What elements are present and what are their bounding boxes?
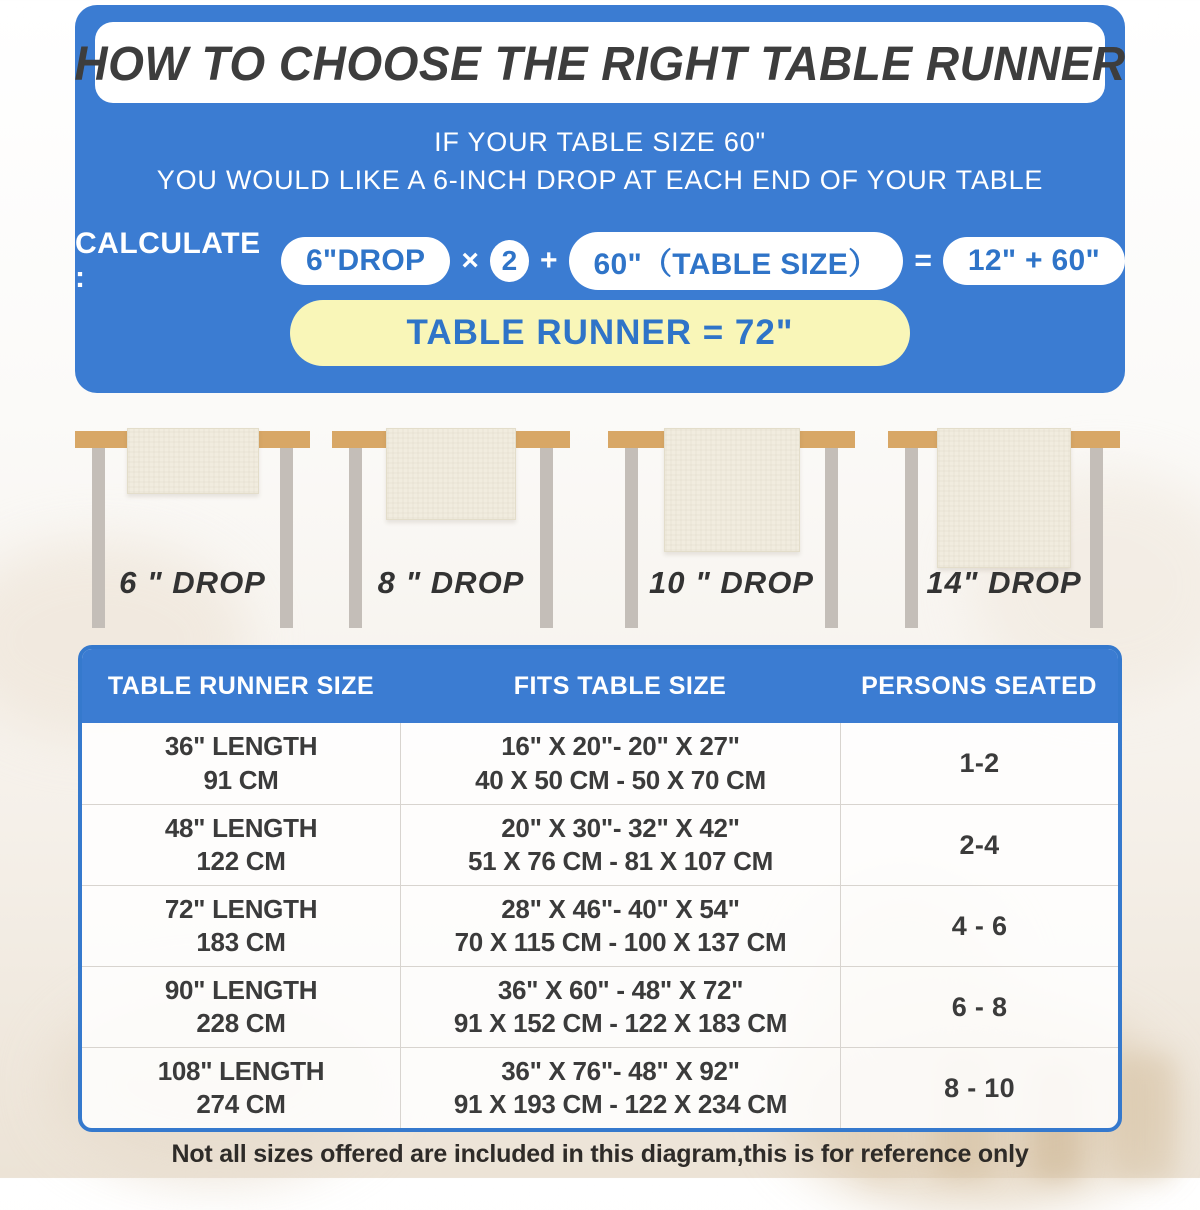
drop-value-pill: 6"DROP: [281, 237, 450, 285]
equals-sign: =: [914, 244, 932, 277]
runner-size-cm: 274 CM: [196, 1089, 286, 1119]
table-row: [82, 723, 1118, 804]
intro-line-2: YOU WOULD LIKE A 6-INCH DROP AT EACH END OF YOUR TABLE: [156, 165, 1044, 195]
page-title: HOW TO CHOOSE THE RIGHT TABLE RUNNER: [74, 35, 1126, 90]
table-leg: [625, 448, 638, 628]
drop-label: 14" DROP: [926, 565, 1082, 600]
table-row: [82, 1047, 1118, 1128]
runner-size-cm: 122 CM: [196, 846, 286, 876]
table-row: [82, 966, 1118, 1047]
persons-cell: 4 - 6: [840, 886, 1118, 966]
size-chart-table: [78, 645, 1122, 1132]
intro-line-1: IF YOUR TABLE SIZE 60": [434, 127, 766, 157]
runner-size-inches: 90" LENGTH: [164, 974, 318, 1005]
table-row: [82, 885, 1118, 966]
fits-size-inches: 28" X 46"- 40" X 54": [501, 893, 740, 924]
runner-cloth: [664, 428, 800, 552]
runner-size-cm: 228 CM: [196, 1008, 286, 1038]
fits-size-cm: 51 X 76 CM - 81 X 107 CM: [468, 846, 773, 876]
column-header-persons: PERSONS SEATED: [861, 671, 1097, 700]
drop-figure-6: [75, 428, 310, 630]
fits-size-inches: 36" X 60" - 48" X 72": [497, 974, 744, 1005]
runner-size-inches: 108" LENGTH: [157, 1055, 325, 1086]
factor-badge: 2: [490, 240, 529, 282]
fits-size-cell: [400, 1048, 840, 1128]
drop-label: 10 " DROP: [649, 565, 814, 600]
persons-cell: 1-2: [840, 723, 1118, 804]
table-leg: [1090, 448, 1103, 628]
sum-pill: 12" + 60": [943, 237, 1125, 285]
instruction-panel: [75, 5, 1125, 393]
runner-size-inches: 72" LENGTH: [164, 893, 318, 924]
runner-result-pill: TABLE RUNNER = 72": [290, 300, 910, 366]
runner-size-cm: 91 CM: [203, 764, 279, 795]
runner-cloth: [937, 428, 1071, 568]
fits-size-cell: [400, 967, 840, 1047]
drop-figure-10: [608, 428, 855, 630]
runner-size-inches: 48" LENGTH: [164, 812, 318, 843]
runner-cloth: [386, 428, 516, 520]
fits-size-cm: 40 X 50 CM - 50 X 70 CM: [475, 764, 766, 795]
title-banner: [74, 22, 1126, 103]
fits-size-cm: 91 X 152 CM - 122 X 183 CM: [453, 1008, 788, 1038]
runner-size-cell: [82, 886, 400, 966]
table-leg: [825, 448, 838, 628]
drop-figure-14: [888, 428, 1120, 630]
runner-size-cell: [82, 805, 400, 885]
table-leg: [280, 448, 293, 628]
runner-size-cm: 183 CM: [196, 927, 286, 957]
table-size-pill: 60"（TABLE SIZE）: [569, 232, 904, 290]
calculate-label: CALCULATE :: [75, 227, 261, 294]
table-leg: [92, 448, 105, 628]
calculation-row: [75, 227, 1125, 294]
column-header-fits-size: FITS TABLE SIZE: [513, 671, 727, 700]
runner-size-cell: [82, 967, 400, 1047]
table-leg: [540, 448, 553, 628]
persons-cell: 8 - 10: [840, 1048, 1118, 1128]
drop-label: 8 " DROP: [377, 565, 525, 600]
plus-sign: +: [539, 244, 558, 277]
fits-size-cm: 70 X 115 CM - 100 X 137 CM: [454, 927, 787, 957]
table-header-row: [82, 649, 1118, 723]
fits-size-cm: 91 X 193 CM - 122 X 234 CM: [453, 1089, 788, 1119]
column-header-runner-size: TABLE RUNNER SIZE: [107, 671, 375, 700]
persons-cell: 2-4: [840, 805, 1118, 885]
runner-size-cell: [82, 1048, 400, 1128]
fits-size-inches: 16" X 20"- 20" X 27": [501, 731, 740, 762]
table-leg: [905, 448, 918, 628]
runner-cloth: [127, 428, 259, 494]
table-leg: [349, 448, 362, 628]
persons-cell: 6 - 8: [840, 967, 1118, 1047]
runner-size-cell: [82, 723, 400, 804]
disclaimer-note: Not all sizes offered are included in this diagram,this is for reference only: [171, 1140, 1029, 1168]
drop-figure-8: [332, 428, 570, 630]
fits-size-cell: [400, 805, 840, 885]
drop-label: 6 " DROP: [119, 565, 266, 600]
runner-size-inches: 36" LENGTH: [164, 731, 318, 762]
fits-size-cell: [400, 886, 840, 966]
fits-size-inches: 20" X 30"- 32" X 42": [501, 812, 740, 843]
fits-size-cell: [400, 723, 840, 804]
table-row: [82, 804, 1118, 885]
multiply-sign: ×: [461, 244, 479, 277]
fits-size-inches: 36" X 76"- 48" X 92": [501, 1055, 740, 1086]
